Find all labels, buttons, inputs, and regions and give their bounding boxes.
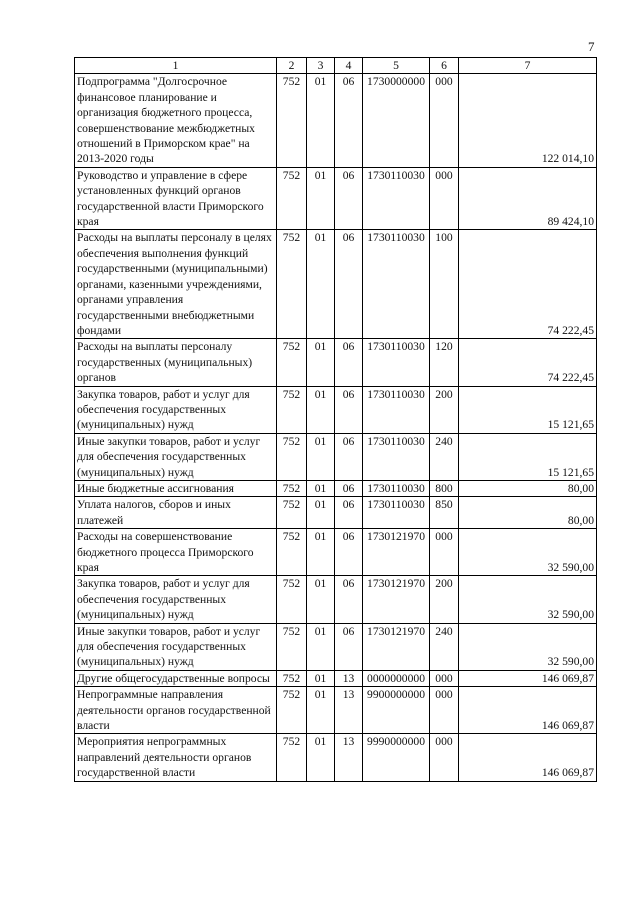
row-amount-cell: 146 069,87 — [459, 734, 597, 781]
row-section-cell: 01 — [307, 230, 335, 339]
row-name-cell: Иные закупки товаров, работ и услуг для обеспечения государственных (муниципальных) нужд — [75, 433, 277, 480]
row-name-cell: Иные бюджетные ассигнования — [75, 480, 277, 496]
table-row — [75, 497, 597, 529]
row-section-cell: 01 — [307, 386, 335, 433]
row-amount-cell: 32 590,00 — [459, 576, 597, 623]
row-name-cell: Непрограммные направления деятельности органов государственной власти — [75, 687, 277, 734]
row-amount-cell: 122 014,10 — [459, 74, 597, 167]
row-subsection-cell: 06 — [335, 497, 363, 529]
row-name-cell: Расходы на выплаты персоналу в целях обеспечения выполнения функций государственными (муниципальными) органами, казенными учреждениями, органами управления государственными внебюджетными фондами — [75, 230, 277, 339]
row-type-cell: 000 — [430, 529, 459, 576]
row-subsection-cell: 06 — [335, 576, 363, 623]
row-name-cell: Другие общегосударственные вопросы — [75, 670, 277, 686]
row-section-cell: 01 — [307, 687, 335, 734]
row-name-cell: Руководство и управление в сфере установленных функций органов государственной власти Приморского края — [75, 167, 277, 230]
row-name-cell: Подпрограмма "Долгосрочное финансовое планирование и организация бюджетного процесса, совершенствование межбюджетных отношений в Приморском крае" на 2013-2020 годы — [75, 74, 277, 167]
row-subsection-cell: 06 — [335, 230, 363, 339]
row-section-cell: 01 — [307, 670, 335, 686]
row-type-cell: 850 — [430, 497, 459, 529]
row-code-cell: 752 — [277, 576, 307, 623]
row-code-cell: 752 — [277, 480, 307, 496]
table-row — [75, 74, 597, 167]
header-cell: 2 — [277, 58, 307, 74]
table-row — [75, 480, 597, 496]
row-name-cell: Закупка товаров, работ и услуг для обеспечения государственных (муниципальных) нужд — [75, 386, 277, 433]
row-target-cell: 1730110030 — [363, 433, 430, 480]
page-number: 7 — [588, 39, 595, 54]
header-row — [75, 58, 597, 74]
table-row — [75, 623, 597, 670]
row-name-cell: Расходы на совершенствование бюджетного процесса Приморского края — [75, 529, 277, 576]
row-code-cell: 752 — [277, 167, 307, 230]
row-target-cell: 1730121970 — [363, 576, 430, 623]
row-subsection-cell: 06 — [335, 339, 363, 386]
row-target-cell: 1730110030 — [363, 497, 430, 529]
row-target-cell: 1730110030 — [363, 167, 430, 230]
row-amount-cell: 32 590,00 — [459, 529, 597, 576]
row-code-cell: 752 — [277, 433, 307, 480]
row-code-cell: 752 — [277, 687, 307, 734]
row-code-cell: 752 — [277, 339, 307, 386]
row-code-cell: 752 — [277, 230, 307, 339]
table-row — [75, 339, 597, 386]
row-amount-cell: 80,00 — [459, 497, 597, 529]
row-name-cell: Мероприятия непрограммных направлений деятельности органов государственной власти — [75, 734, 277, 781]
table-row — [75, 576, 597, 623]
table-row — [75, 230, 597, 339]
row-subsection-cell: 13 — [335, 670, 363, 686]
row-target-cell: 1730000000 — [363, 74, 430, 167]
row-name-cell: Закупка товаров, работ и услуг для обеспечения государственных (муниципальных) нужд — [75, 576, 277, 623]
table-row — [75, 433, 597, 480]
row-section-cell: 01 — [307, 576, 335, 623]
row-amount-cell: 80,00 — [459, 480, 597, 496]
row-target-cell: 1730121970 — [363, 623, 430, 670]
row-amount-cell: 89 424,10 — [459, 167, 597, 230]
row-name-cell: Иные закупки товаров, работ и услуг для обеспечения государственных (муниципальных) нужд — [75, 623, 277, 670]
row-target-cell: 1730121970 — [363, 529, 430, 576]
row-amount-cell: 15 121,65 — [459, 433, 597, 480]
row-target-cell: 0000000000 — [363, 670, 430, 686]
row-type-cell: 240 — [430, 433, 459, 480]
row-section-cell: 01 — [307, 167, 335, 230]
header-cell: 6 — [430, 58, 459, 74]
row-section-cell: 01 — [307, 339, 335, 386]
row-amount-cell: 146 069,87 — [459, 687, 597, 734]
row-code-cell: 752 — [277, 670, 307, 686]
row-subsection-cell: 06 — [335, 386, 363, 433]
row-type-cell: 000 — [430, 687, 459, 734]
row-section-cell: 01 — [307, 497, 335, 529]
row-target-cell: 1730110030 — [363, 386, 430, 433]
header-cell: 1 — [75, 58, 277, 74]
row-section-cell: 01 — [307, 433, 335, 480]
row-subsection-cell: 06 — [335, 623, 363, 670]
row-code-cell: 752 — [277, 529, 307, 576]
row-section-cell: 01 — [307, 734, 335, 781]
row-subsection-cell: 06 — [335, 433, 363, 480]
row-amount-cell: 74 222,45 — [459, 339, 597, 386]
row-type-cell: 800 — [430, 480, 459, 496]
row-code-cell: 752 — [277, 623, 307, 670]
header-cell: 3 — [307, 58, 335, 74]
row-subsection-cell: 06 — [335, 480, 363, 496]
row-name-cell: Расходы на выплаты персоналу государственных (муниципальных) органов — [75, 339, 277, 386]
row-subsection-cell: 06 — [335, 167, 363, 230]
row-type-cell: 000 — [430, 670, 459, 686]
row-type-cell: 000 — [430, 167, 459, 230]
row-target-cell: 1730110030 — [363, 230, 430, 339]
row-code-cell: 752 — [277, 734, 307, 781]
row-name-cell: Уплата налогов, сборов и иных платежей — [75, 497, 277, 529]
table-row — [75, 687, 597, 734]
row-type-cell: 000 — [430, 734, 459, 781]
row-type-cell: 240 — [430, 623, 459, 670]
row-target-cell: 9900000000 — [363, 687, 430, 734]
row-code-cell: 752 — [277, 386, 307, 433]
table-row — [75, 529, 597, 576]
table-row — [75, 734, 597, 781]
row-type-cell: 200 — [430, 386, 459, 433]
budget-table — [74, 57, 597, 782]
row-subsection-cell: 06 — [335, 529, 363, 576]
row-amount-cell: 32 590,00 — [459, 623, 597, 670]
row-code-cell: 752 — [277, 497, 307, 529]
row-amount-cell: 15 121,65 — [459, 386, 597, 433]
row-section-cell: 01 — [307, 623, 335, 670]
row-target-cell: 1730110030 — [363, 480, 430, 496]
row-type-cell: 100 — [430, 230, 459, 339]
row-target-cell: 1730110030 — [363, 339, 430, 386]
row-subsection-cell: 13 — [335, 734, 363, 781]
row-type-cell: 120 — [430, 339, 459, 386]
table-row — [75, 670, 597, 686]
row-subsection-cell: 13 — [335, 687, 363, 734]
row-target-cell: 9990000000 — [363, 734, 430, 781]
table-row — [75, 386, 597, 433]
header-cell: 4 — [335, 58, 363, 74]
header-cell: 7 — [459, 58, 597, 74]
row-type-cell: 200 — [430, 576, 459, 623]
row-section-cell: 01 — [307, 74, 335, 167]
row-code-cell: 752 — [277, 74, 307, 167]
row-type-cell: 000 — [430, 74, 459, 167]
row-section-cell: 01 — [307, 480, 335, 496]
row-section-cell: 01 — [307, 529, 335, 576]
row-amount-cell: 146 069,87 — [459, 670, 597, 686]
row-amount-cell: 74 222,45 — [459, 230, 597, 339]
row-subsection-cell: 06 — [335, 74, 363, 167]
table-row — [75, 167, 597, 230]
header-cell: 5 — [363, 58, 430, 74]
